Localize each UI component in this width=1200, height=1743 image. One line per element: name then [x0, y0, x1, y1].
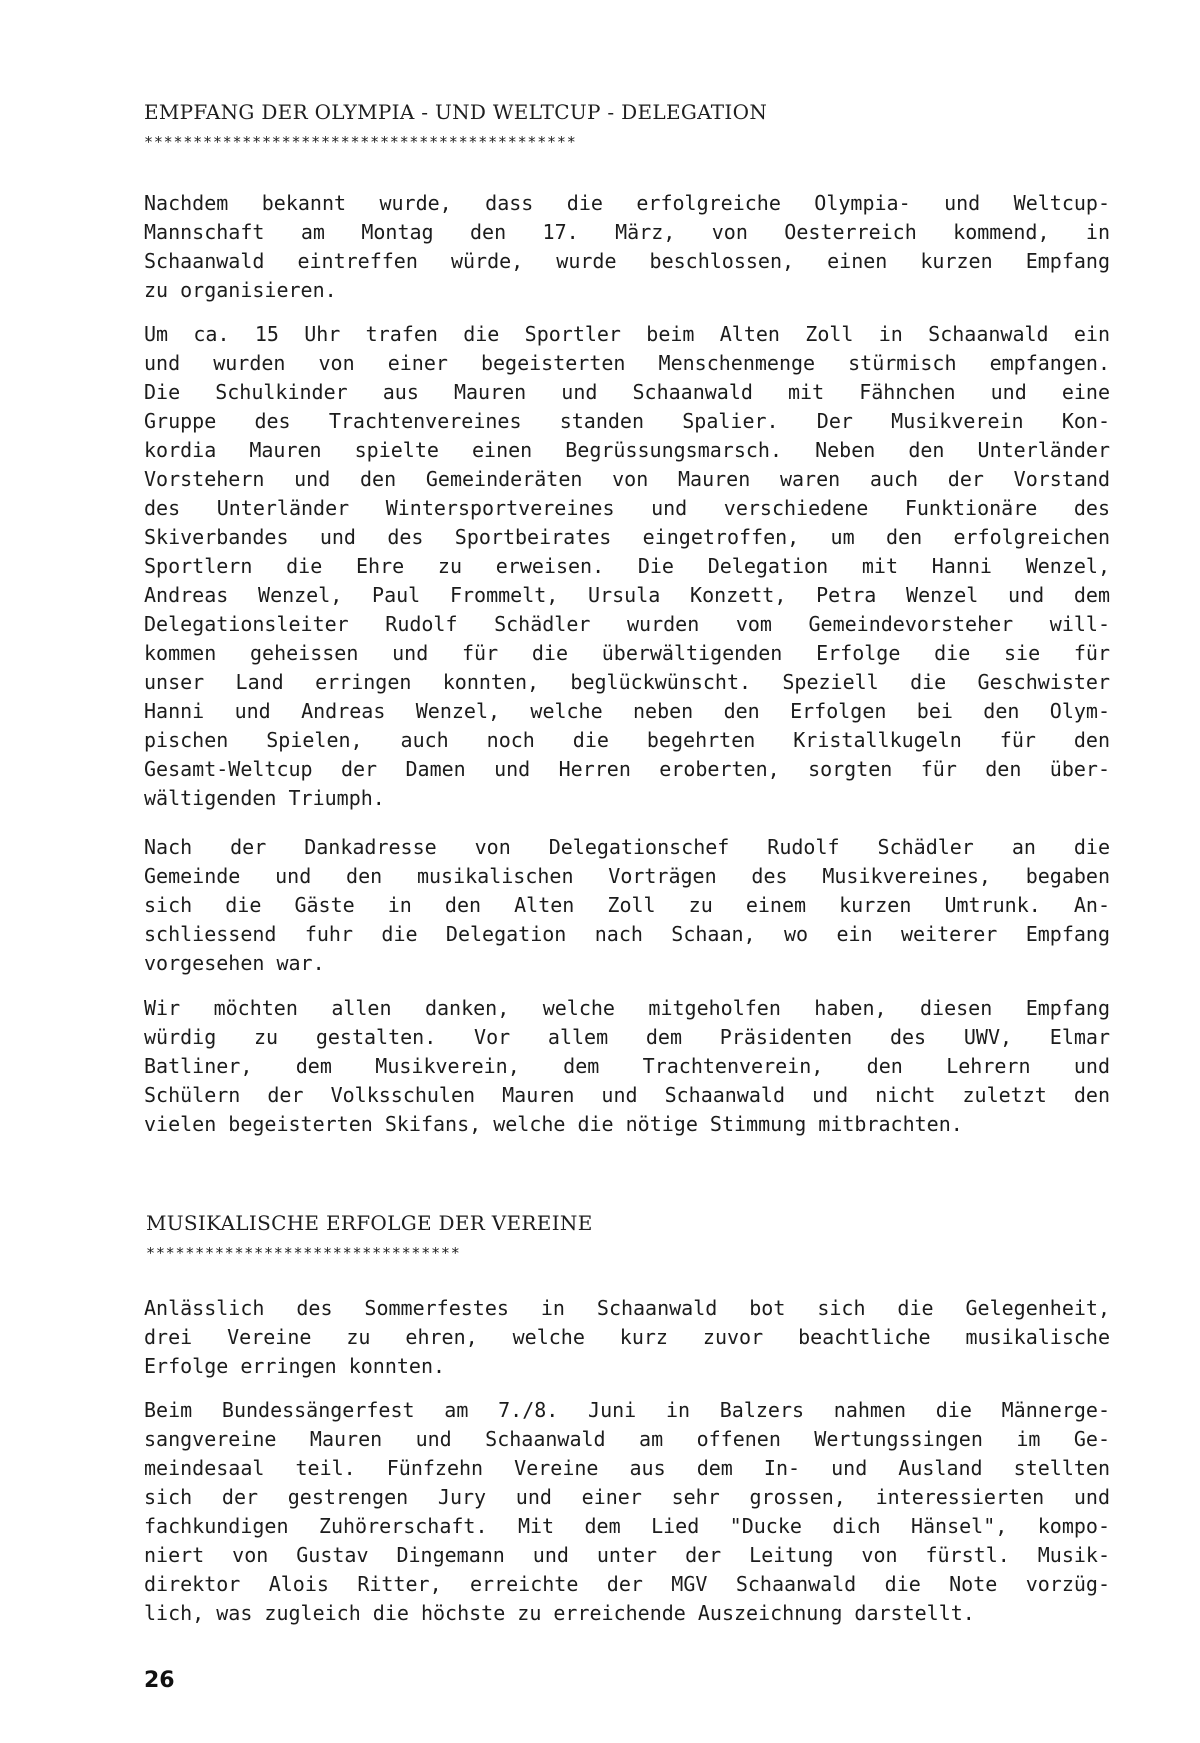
text-line: niert von Gustav Dingemann und unter der Leitung von fürstl. Musik- — [144, 1543, 1110, 1567]
paragraph — [144, 1294, 1110, 1381]
text-line: kordia Mauren spielte einen Begrüssungsmarsch. Neben den Unterländer — [144, 438, 1110, 462]
paragraph — [144, 189, 1110, 305]
text-line: Nach der Dankadresse von Delegationschef Rudolf Schädler an die — [144, 835, 1110, 859]
text-line: Gemeinde und den musikalischen Vorträgen des Musikvereines, begaben — [144, 864, 1110, 888]
text-line: sich der gestrengen Jury und einer sehr grossen, interessierten und — [144, 1485, 1110, 1509]
text-line: unser Land erringen konnten, beglückwünscht. Speziell die Geschwister — [144, 670, 1110, 694]
text-line: Sportlern die Ehre zu erweisen. Die Delegation mit Hanni Wenzel, — [144, 554, 1110, 578]
page-number: 26 — [144, 1668, 175, 1693]
text-line: Delegationsleiter Rudolf Schädler wurden vom Gemeindevorsteher will- — [144, 612, 1110, 636]
text-line: Schülern der Volksschulen Mauren und Schaanwald und nicht zuletzt den — [144, 1083, 1110, 1107]
text-line: Mannschaft am Montag den 17. März, von Oesterreich kommend, in — [144, 220, 1110, 244]
text-line: Wir möchten allen danken, welche mitgeholfen haben, diesen Empfang — [144, 996, 1110, 1020]
text-line: kommen geheissen und für die überwältigenden Erfolge die sie für — [144, 641, 1110, 665]
text-line: Skiverbandes und des Sportbeirates eingetroffen, um den erfolgreichen — [144, 525, 1110, 549]
text-line: Um ca. 15 Uhr trafen die Sportler beim Alten Zoll in Schaanwald ein — [144, 322, 1110, 346]
text-line: drei Vereine zu ehren, welche kurz zuvor beachtliche musikalische — [144, 1325, 1110, 1349]
text-line: zu organisieren. — [144, 278, 337, 302]
text-line: Vorstehern und den Gemeinderäten von Mauren waren auch der Vorstand — [144, 467, 1110, 491]
text-line: Nachdem bekannt wurde, dass die erfolgreiche Olympia- und Weltcup- — [144, 191, 1110, 215]
text-line: Andreas Wenzel, Paul Frommelt, Ursula Konzett, Petra Wenzel und dem — [144, 583, 1110, 607]
text-line: Gesamt-Weltcup der Damen und Herren eroberten, sorgten für den über- — [144, 757, 1110, 781]
text-line: direktor Alois Ritter, erreichte der MGV Schaanwald die Note vorzüg- — [144, 1572, 1110, 1596]
text-line: und wurden von einer begeisterten Menschenmenge stürmisch empfangen. — [144, 351, 1110, 375]
section-heading-musik: MUSIKALISCHE ERFOLGE DER VEREINE — [146, 1211, 593, 1235]
section-heading-underline: ******************************************** — [144, 133, 577, 151]
text-line: lich, was zugleich die höchste zu erreichende Auszeichnung darstellt. — [144, 1601, 975, 1625]
text-line: sich die Gäste in den Alten Zoll zu einem kurzen Umtrunk. An- — [144, 893, 1110, 917]
text-line: sangvereine Mauren und Schaanwald am offenen Wertungssingen im Ge- — [144, 1427, 1110, 1451]
text-line: Die Schulkinder aus Mauren und Schaanwald mit Fähnchen und eine — [144, 380, 1110, 404]
text-line: Hanni und Andreas Wenzel, welche neben den Erfolgen bei den Olym- — [144, 699, 1110, 723]
paragraph — [144, 1396, 1110, 1628]
text-line: fachkundigen Zuhörerschaft. Mit dem Lied "Ducke dich Hänsel", kompo- — [144, 1514, 1110, 1538]
text-line: würdig zu gestalten. Vor allem dem Präsidenten des UWV, Elmar — [144, 1025, 1110, 1049]
text-line: schliessend fuhr die Delegation nach Schaan, wo ein weiterer Empfang — [144, 922, 1110, 946]
text-line: vorgesehen war. — [144, 951, 325, 975]
text-line: vielen begeisterten Skifans, welche die nötige Stimmung mitbrachten. — [144, 1112, 963, 1136]
text-line: pischen Spielen, auch noch die begehrten Kristallkugeln für den — [144, 728, 1110, 752]
paragraph — [144, 320, 1110, 813]
paragraph — [144, 994, 1110, 1139]
text-line: meindesaal teil. Fünfzehn Vereine aus dem In- und Ausland stellten — [144, 1456, 1110, 1480]
text-line: Beim Bundessängerfest am 7./8. Juni in Balzers nahmen die Männerge- — [144, 1398, 1110, 1422]
text-line: wältigenden Triumph. — [144, 786, 385, 810]
text-line: Schaanwald eintreffen würde, wurde beschlossen, einen kurzen Empfang — [144, 249, 1110, 273]
text-line: Gruppe des Trachtenvereines standen Spalier. Der Musikverein Kon- — [144, 409, 1110, 433]
text-line: Erfolge erringen konnten. — [144, 1354, 446, 1378]
text-line: Batliner, dem Musikverein, dem Trachtenverein, den Lehrern und — [144, 1054, 1110, 1078]
text-line: des Unterländer Wintersportvereines und verschiedene Funktionäre des — [144, 496, 1110, 520]
paragraph — [144, 833, 1110, 978]
section-heading-empfang: EMPFANG DER OLYMPIA - UND WELTCUP - DELEGATION — [144, 100, 768, 124]
text-line: Anlässlich des Sommerfestes in Schaanwald bot sich die Gelegenheit, — [144, 1296, 1110, 1320]
section-heading-underline: ******************************** — [146, 1244, 461, 1262]
